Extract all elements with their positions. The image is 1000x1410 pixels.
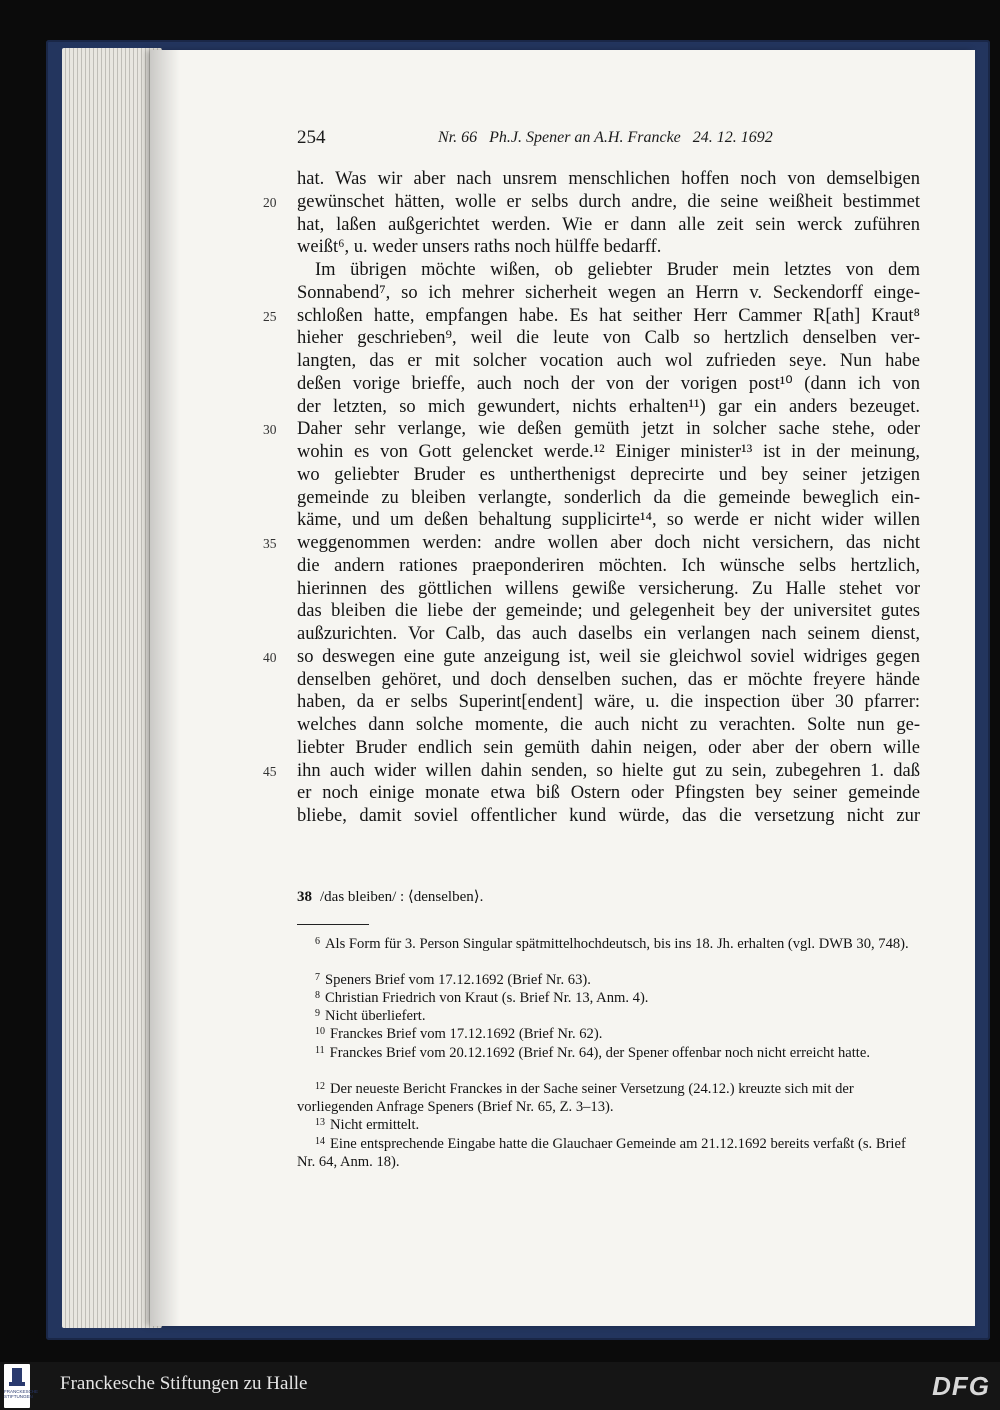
text-line: die andern rationes praeponderiren möchten. Ich wünsche selbs hertzlich, bbox=[297, 555, 920, 576]
line-number: 25 bbox=[263, 308, 277, 324]
text-line: Im übrigen möchte wißen, ob geliebter Bruder mein letztes von dem bbox=[315, 260, 920, 280]
line-number: 20 bbox=[263, 194, 277, 210]
line-number: 45 bbox=[263, 763, 277, 779]
footnote-text: Franckes Brief vom 17.12.1692 (Brief Nr. 62). bbox=[330, 1026, 603, 1042]
page-number: 254 bbox=[297, 127, 326, 148]
institution-logo[interactable] bbox=[4, 1364, 39, 1408]
page-edges bbox=[62, 48, 162, 1328]
footnote bbox=[297, 1078, 923, 1116]
text-line: schloßen hatte, empfangen habe. Es hat seither Herr Cammer R[ath] Kraut⁸ bbox=[297, 305, 920, 326]
logo-base-shape bbox=[9, 1382, 25, 1386]
running-title: Nr. 66 Ph.J. Spener an A.H. Francke 24. 12. 1692 bbox=[438, 129, 773, 146]
footnote-number: 7 bbox=[315, 972, 320, 983]
text-line: Daher sehr verlange, wie deßen gemüth jetzt in solcher sache stehe, oder bbox=[297, 419, 920, 440]
text-line: hat. Was wir aber nach unsrem menschlichen hoffen noch von demselbigen bbox=[297, 169, 920, 189]
running-header bbox=[0, 127, 1000, 153]
text-line: weggenommen werden: andre wollen aber doch nicht versichern, das nicht bbox=[297, 533, 920, 553]
text-line: gemeinde zu bleiben verlangte, sonderlich da die gemeinde beweglich ein- bbox=[297, 487, 920, 508]
institution-name: Franckesche Stiftungen zu Halle bbox=[60, 1373, 308, 1394]
footnote-number: 13 bbox=[315, 1117, 325, 1128]
text-line: das bleiben die liebe der gemeinde; und gelegenheit bey der universitet gutes bbox=[297, 601, 920, 622]
text-line: Sonnabend⁷, so ich mehrer sicherheit wegen an Herrn v. Seckendorff einge- bbox=[297, 282, 920, 303]
footnote-text: Der neueste Bericht Franckes in der Sache seiner Versetzung (24.12.) kreuzte sich mit der vorliegenden Anfrage Speners (Brief Nr. 65, Z. 3–13). bbox=[297, 1081, 854, 1115]
footnote-text: Christian Friedrich von Kraut (s. Brief Nr. 13, Anm. 4). bbox=[325, 990, 649, 1006]
text-line: weißt⁶, u. weder unsers raths noch hülffe bedarff. bbox=[297, 237, 662, 258]
footnote-number: 14 bbox=[315, 1136, 325, 1147]
critical-note-line: 38 bbox=[297, 889, 312, 905]
text-line: welches dann solche momente, die auch nicht zu verachten. Solte nun ge- bbox=[297, 715, 920, 735]
footnote-number: 10 bbox=[315, 1026, 325, 1037]
text-line: denselben gehöret, und doch denselben suchen, das er möchte freyere hände bbox=[297, 669, 920, 690]
logo-text: FRANCKESCHE STIFTUNGEN bbox=[4, 1389, 39, 1399]
text-line: käme, und um deßen behaltung supplicirte¹⁴, so werde er nicht wider willen bbox=[297, 510, 920, 531]
text-line: bliebe, damit soviel offentlicher kund würde, das die versetzung nicht zur bbox=[297, 806, 920, 826]
footnote bbox=[297, 933, 923, 953]
footnote-rule bbox=[297, 924, 369, 925]
text-line: haben, da er selbs Superint[endent] wäre, u. die inspection über 30 pfarrer: bbox=[297, 692, 920, 713]
text-line: hat, laßen außgerichtet werden. Wie er dann alle zeit sein werck zuführen bbox=[297, 214, 920, 235]
footnote bbox=[297, 1042, 923, 1062]
text-line: er noch einige monate etwa biß Ostern oder Pfingsten bey seiner gemeinde bbox=[297, 783, 920, 804]
text-line: wo geliebter Bruder es untherthenigst deprecirte und bey seiner jetzigen bbox=[297, 464, 920, 485]
footnote bbox=[297, 969, 923, 989]
footnote-number: 9 bbox=[315, 1008, 320, 1019]
footnote-number: 6 bbox=[315, 936, 320, 947]
text-line: der letzten, so mich gewundert, nichts erhalten¹¹) gar ein anders bezeuget. bbox=[297, 396, 920, 417]
critical-apparatus bbox=[297, 887, 483, 906]
footnote bbox=[297, 1023, 923, 1043]
footnote bbox=[297, 1133, 923, 1171]
line-number: 40 bbox=[263, 649, 277, 665]
text-line: gewünschet hätten, wolle er selbs durch andre, die seine weißheit bestimmet bbox=[297, 191, 920, 212]
footnote-text: Speners Brief vom 17.12.1692 (Brief Nr. 63). bbox=[325, 972, 591, 988]
footnote bbox=[297, 1114, 923, 1134]
footnote bbox=[297, 987, 923, 1007]
footnote-text: Nicht ermittelt. bbox=[330, 1117, 420, 1133]
footnote-text: Eine entsprechende Eingabe hatte die Glauchaer Gemeinde am 21.12.1692 bereits verfaßt (s. Brief Nr. 64, Anm. 18). bbox=[297, 1136, 906, 1170]
text-line: hieher geschrieben⁹, weil die leute von Calb so hertzlich denselben ver- bbox=[297, 328, 920, 349]
footnote-number: 8 bbox=[315, 990, 320, 1001]
footnote-text: Als Form für 3. Person Singular spätmittelhochdeutsch, bis ins 18. Jh. erhalten (vgl. DWB 30, 748). bbox=[325, 936, 909, 952]
line-number: 30 bbox=[263, 422, 277, 438]
footnote bbox=[297, 1005, 923, 1025]
text-line: außzurichten. Vor Calb, das auch daselbs ein verlangen nach seinem dienst, bbox=[297, 624, 920, 644]
text-line: liebter Bruder endlich sein gemüth dahin neigen, oder aber der obern wille bbox=[297, 737, 920, 758]
page-gutter-shadow bbox=[150, 50, 180, 1326]
text-line: hierinnen des göttlichen willens gewiße versicherung. Zu Halle stehet vor bbox=[297, 578, 920, 599]
text-line: ihn auch wider willen dahin senden, so hielte gut zu sein, zubegehren 1. daß bbox=[297, 760, 920, 781]
text-line: deßen vorige brieffe, auch noch der von der vorigen post¹⁰ (dann ich von bbox=[297, 373, 920, 394]
line-number: 35 bbox=[263, 536, 277, 551]
critical-note-text: /das bleiben/ : ⟨denselben⟩. bbox=[320, 889, 484, 905]
footnote-text: Franckes Brief vom 20.12.1692 (Brief Nr. 64), der Spener offenbar noch nicht erreicht hatte. bbox=[329, 1045, 870, 1061]
logo-building-shape bbox=[12, 1368, 22, 1382]
text-line: langten, das er mit solcher vocation auch wol zufrieden seye. Nun habe bbox=[297, 351, 920, 371]
footnote-text: Nicht überliefert. bbox=[325, 1008, 426, 1024]
text-line: so deswegen eine gute anzeigung ist, weil sie gleichwol soviel widriges gegen bbox=[297, 646, 920, 667]
footnote-number: 11 bbox=[315, 1045, 325, 1056]
text-line: wohin es von Gott gelencket werde.¹² Einiger minister¹³ ist in der meinung, bbox=[297, 442, 920, 462]
footnote-number: 12 bbox=[315, 1081, 325, 1092]
dfg-logo[interactable]: DFG bbox=[932, 1371, 990, 1401]
